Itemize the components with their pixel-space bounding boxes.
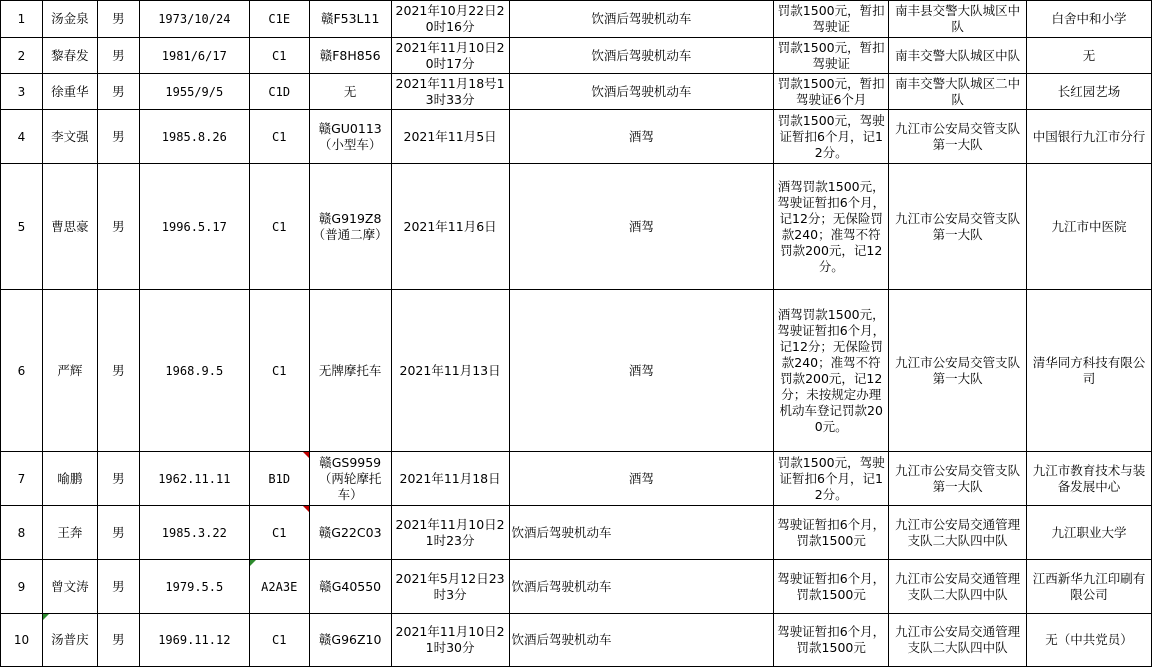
penalty-text-cell: 酒驾罚款1500元，驾驶证暂扣6个月，记12分；无保险罚款240；准驾不符罚款200元，记12分；未按规定办理机动车登记罚款200元。 [774, 290, 889, 452]
violation-date-cell: 2021年5月12日23时3分 [391, 560, 509, 614]
gender-cell: 男 [97, 614, 139, 667]
row-number-cell: 9 [1, 560, 43, 614]
penalty-text-cell: 罚款1500元，暂扣驾驶证 [774, 38, 889, 74]
violation-type-cell: 饮酒后驾驶机动车 [509, 506, 774, 560]
table-row [1, 74, 1152, 110]
table-row [1, 164, 1152, 290]
license-class-cell: C1 [249, 506, 309, 560]
employer-cell: 清华同方科技有限公司 [1027, 290, 1152, 452]
table-row [1, 614, 1152, 667]
driver-name-cell: 王奔 [42, 506, 97, 560]
penalty-text-cell: 罚款1500元，驾驶证暂扣6个月，记12分。 [774, 110, 889, 164]
violation-date-cell: 2021年11月6日 [391, 164, 509, 290]
gender-cell: 男 [97, 110, 139, 164]
enforcement-dept-cell: 九江市公安局交通管理支队二大队四中队 [889, 506, 1027, 560]
violation-type-cell: 饮酒后驾驶机动车 [509, 38, 774, 74]
plate-number-cell: 赣G96Z10 [309, 614, 391, 667]
comment-marker-icon [303, 452, 309, 458]
plate-number-cell: 赣G919Z8（普通二摩） [309, 164, 391, 290]
penalty-text-cell: 酒驾罚款1500元，驾驶证暂扣6个月，记12分；无保险罚款240；准驾不符罚款200元，记12分。 [774, 164, 889, 290]
violation-type-cell: 饮酒后驾驶机动车 [509, 560, 774, 614]
violation-date-cell: 2021年11月10日21时30分 [391, 614, 509, 667]
table-row [1, 560, 1152, 614]
license-class-cell: C1 [249, 164, 309, 290]
note-marker-icon [250, 560, 256, 566]
gender-cell: 男 [97, 560, 139, 614]
birth-date-cell: 1981/6/17 [139, 38, 249, 74]
table-row [1, 452, 1152, 506]
enforcement-dept-cell: 南丰县交警大队城区中队 [889, 1, 1027, 38]
driver-name-cell: 曹思豪 [42, 164, 97, 290]
employer-cell: 无 [1027, 38, 1152, 74]
penalty-text-cell: 罚款1500元，驾驶证暂扣6个月，记12分。 [774, 452, 889, 506]
enforcement-dept-cell: 南丰交警大队城区中队 [889, 38, 1027, 74]
birth-date-cell: 1996.5.17 [139, 164, 249, 290]
penalty-text-cell: 驾驶证暂扣6个月，罚款1500元 [774, 560, 889, 614]
violation-date-cell: 2021年11月18日 [391, 452, 509, 506]
table-row [1, 1, 1152, 38]
driver-name-cell: 曾文涛 [42, 560, 97, 614]
row-number-cell: 5 [1, 164, 43, 290]
birth-date-cell: 1985.3.22 [139, 506, 249, 560]
table-row [1, 110, 1152, 164]
violation-type-cell: 饮酒后驾驶机动车 [509, 614, 774, 667]
gender-cell: 男 [97, 1, 139, 38]
driver-name-cell: 黎春发 [42, 38, 97, 74]
plate-number-cell: 赣F8H856 [309, 38, 391, 74]
license-class-cell: C1 [249, 110, 309, 164]
birth-date-cell: 1973/10/24 [139, 1, 249, 38]
license-class-cell: A2A3E [249, 560, 309, 614]
penalty-text-cell: 驾驶证暂扣6个月，罚款1500元 [774, 506, 889, 560]
birth-date-cell: 1968.9.5 [139, 290, 249, 452]
row-number-cell: 4 [1, 110, 43, 164]
table-row [1, 290, 1152, 452]
employer-cell: 江西新华九江印刷有限公司 [1027, 560, 1152, 614]
employer-cell: 长红园艺场 [1027, 74, 1152, 110]
violation-type-cell: 酒驾 [509, 110, 774, 164]
license-class-cell: C1D [249, 74, 309, 110]
note-marker-icon [43, 614, 49, 620]
enforcement-dept-cell: 九江市公安局交通管理支队二大队四中队 [889, 614, 1027, 667]
violation-date-cell: 2021年10月22日20时16分 [391, 1, 509, 38]
plate-number-cell: 赣G22C03 [309, 506, 391, 560]
enforcement-dept-cell: 南丰交警大队城区二中队 [889, 74, 1027, 110]
row-number-cell: 7 [1, 452, 43, 506]
driver-name-cell: 严辉 [42, 290, 97, 452]
license-class-cell: C1 [249, 38, 309, 74]
comment-marker-icon [303, 506, 309, 512]
gender-cell: 男 [97, 164, 139, 290]
birth-date-cell: 1979.5.5 [139, 560, 249, 614]
violation-type-cell: 酒驾 [509, 290, 774, 452]
enforcement-dept-cell: 九江市公安局交管支队第一大队 [889, 290, 1027, 452]
gender-cell: 男 [97, 290, 139, 452]
row-number-cell: 1 [1, 1, 43, 38]
driver-name-cell: 李文强 [42, 110, 97, 164]
violation-date-cell: 2021年11月10日21时23分 [391, 506, 509, 560]
employer-cell: 无（中共党员） [1027, 614, 1152, 667]
row-number-cell: 8 [1, 506, 43, 560]
violation-date-cell: 2021年11月18号13时33分 [391, 74, 509, 110]
gender-cell: 男 [97, 452, 139, 506]
birth-date-cell: 1985.8.26 [139, 110, 249, 164]
table-row [1, 506, 1152, 560]
gender-cell: 男 [97, 38, 139, 74]
driver-name-cell: 汤普庆 [42, 614, 97, 667]
violation-type-cell: 酒驾 [509, 164, 774, 290]
driver-name-cell: 汤金泉 [42, 1, 97, 38]
enforcement-dept-cell: 九江市公安局交管支队第一大队 [889, 452, 1027, 506]
table-row [1, 38, 1152, 74]
penalty-text-cell: 驾驶证暂扣6个月，罚款1500元 [774, 614, 889, 667]
enforcement-dept-cell: 九江市公安局交管支队第一大队 [889, 110, 1027, 164]
plate-number-cell: 赣F53L11 [309, 1, 391, 38]
license-class-cell: B1D [249, 452, 309, 506]
violation-type-cell: 饮酒后驾驶机动车 [509, 74, 774, 110]
employer-cell: 中国银行九江市分行 [1027, 110, 1152, 164]
employer-cell: 九江市中医院 [1027, 164, 1152, 290]
birth-date-cell: 1969.11.12 [139, 614, 249, 667]
violation-type-cell: 酒驾 [509, 452, 774, 506]
penalty-text-cell: 罚款1500元，暂扣驾驶证6个月 [774, 74, 889, 110]
employer-cell: 九江市教育技术与装备发展中心 [1027, 452, 1152, 506]
plate-number-cell: 赣GS9959（两轮摩托车） [309, 452, 391, 506]
row-number-cell: 3 [1, 74, 43, 110]
plate-number-cell: 赣G40550 [309, 560, 391, 614]
gender-cell: 男 [97, 506, 139, 560]
birth-date-cell: 1962.11.11 [139, 452, 249, 506]
violation-type-cell: 饮酒后驾驶机动车 [509, 1, 774, 38]
plate-number-cell: 无 [309, 74, 391, 110]
row-number-cell: 10 [1, 614, 43, 667]
enforcement-dept-cell: 九江市公安局交管支队第一大队 [889, 164, 1027, 290]
plate-number-cell: 赣GU0113（小型车） [309, 110, 391, 164]
driver-name-cell: 喻鹏 [42, 452, 97, 506]
employer-cell: 白舍中和小学 [1027, 1, 1152, 38]
gender-cell: 男 [97, 74, 139, 110]
license-class-cell: C1 [249, 290, 309, 452]
row-number-cell: 2 [1, 38, 43, 74]
birth-date-cell: 1955/9/5 [139, 74, 249, 110]
driver-name-cell: 徐重华 [42, 74, 97, 110]
license-class-cell: C1E [249, 1, 309, 38]
violation-date-cell: 2021年11月13日 [391, 290, 509, 452]
plate-number-cell: 无牌摩托车 [309, 290, 391, 452]
enforcement-dept-cell: 九江市公安局交通管理支队二大队四中队 [889, 560, 1027, 614]
violation-date-cell: 2021年11月5日 [391, 110, 509, 164]
row-number-cell: 6 [1, 290, 43, 452]
violation-date-cell: 2021年11月10日20时17分 [391, 38, 509, 74]
license-class-cell: C1 [249, 614, 309, 667]
penalty-text-cell: 罚款1500元，暂扣驾驶证 [774, 1, 889, 38]
employer-cell: 九江职业大学 [1027, 506, 1152, 560]
